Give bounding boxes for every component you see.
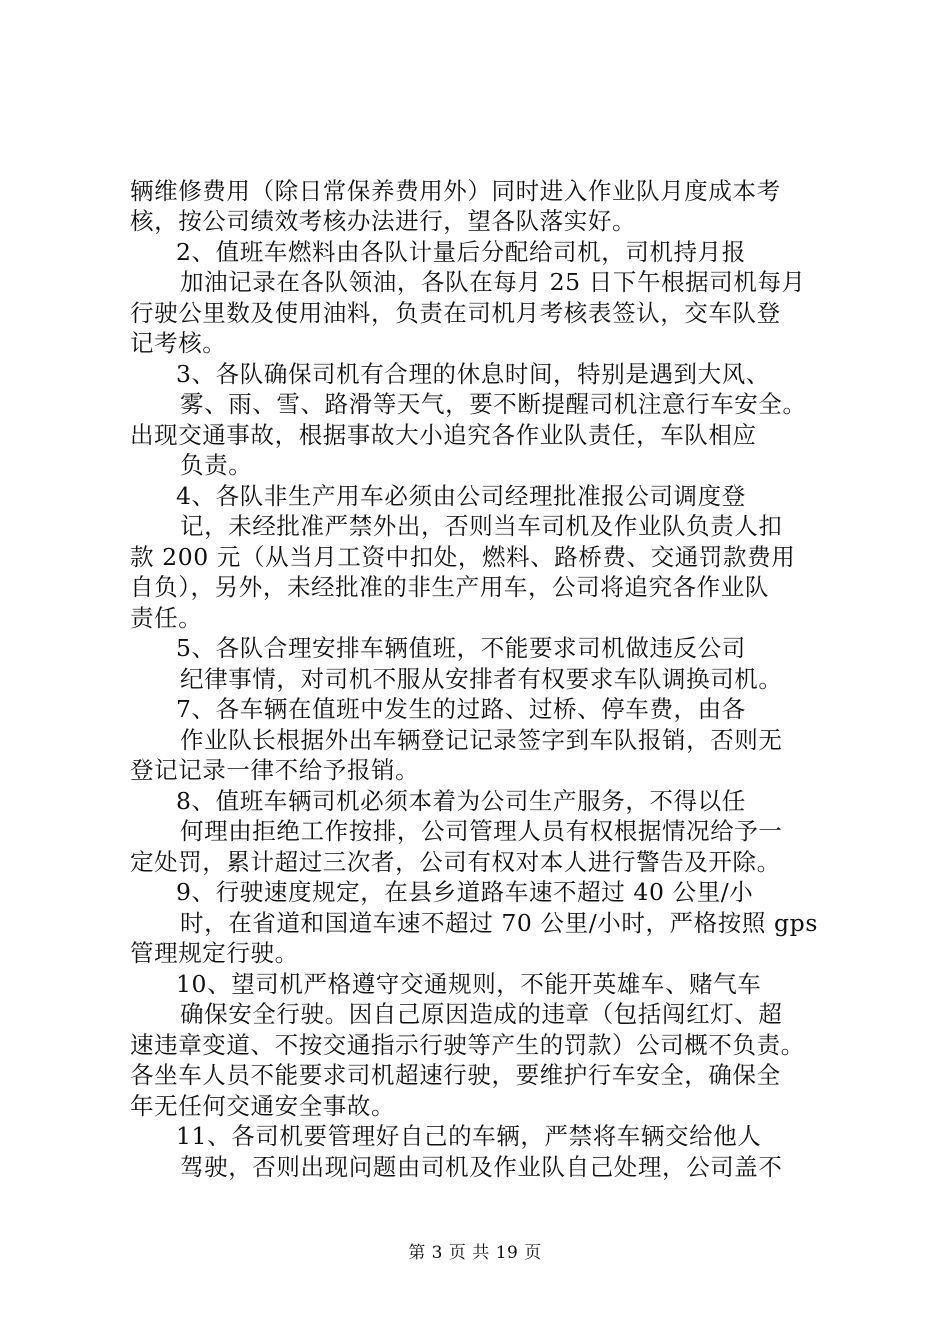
text-line: 7、各车辆在值班中发生的过路、过桥、停车费，由各 <box>176 695 746 723</box>
text-line: 出现交通事故，根据事故大小追究各作业队责任，车队相应 <box>130 421 757 449</box>
text-line: 11、各司机要管理好自己的车辆，严禁将车辆交给他人 <box>176 1122 762 1150</box>
page-number-footer: 第 3 页 共 19 页 <box>408 1243 542 1263</box>
text-line: 3、各队确保司机有合理的休息时间，特别是遇到大风、 <box>176 360 770 388</box>
text-line: 行驶公里数及使用油料，负责在司机月考核表签认，交车队登 <box>130 299 781 327</box>
text-line: 纪律事情，对司机不服从安排者有权要求车队调换司机。 <box>180 665 783 693</box>
text-line: 速违章变道、不按交通指示行驶等产生的罚款）公司概不负责。 <box>130 1031 805 1059</box>
text-line: 自负），另外，未经批准的非生产用车，公司将追究各作业队 <box>130 573 769 601</box>
text-line: 年无任何交通安全事故。 <box>130 1092 396 1120</box>
text-line: 驾驶，否则出现问题由司机及作业队自己处理，公司盖不 <box>180 1153 783 1181</box>
text-line: 何理由拒绝工作按排，公司管理人员有权根据情况给予一 <box>180 817 783 845</box>
text-line: 2、值班车燃料由各队计量后分配给司机，司机持月报 <box>176 238 746 266</box>
text-line: 定处罚，累计超过三次者，公司有权对本人进行警告及开除。 <box>130 848 781 876</box>
text-line: 8、值班车辆司机必须本着为公司生产服务，不得以任 <box>176 787 746 815</box>
text-line: 9、行驶速度规定，在县乡道路车速不超过 40 公里/小 <box>176 878 754 906</box>
text-line: 记考核。 <box>130 329 227 357</box>
text-line: 辆维修费用（除日常保养费用外）同时进入作业队月度成本考 <box>130 177 781 205</box>
text-line: 责任。 <box>130 604 203 632</box>
text-line: 款 200 元（从当月工资中扣处，燃料、路桥费、交通罚款费用 <box>130 543 796 571</box>
text-line: 负责。 <box>180 451 253 479</box>
text-line: 管理规定行驶。 <box>130 939 299 967</box>
text-line: 记，未经批准严禁外出，否则当车司机及作业队负责人扣 <box>180 512 783 540</box>
text-line: 4、各队非生产用车必须由公司经理批准报公司调度登 <box>176 482 746 510</box>
text-line: 确保安全行驶。因自己原因造成的违章（包括闯红灯、超 <box>180 1000 783 1028</box>
text-line: 各坐车人员不能要求司机超速行驶，要维护行车安全，确保全 <box>130 1061 781 1089</box>
text-line: 5、各队合理安排车辆值班，不能要求司机做违反公司 <box>176 634 746 662</box>
text-line: 作业队长根据外出车辆登记记录签字到车队报销，否则无 <box>180 726 783 754</box>
text-line: 时，在省道和国道车速不超过 70 公里/小时，严格按照 gps <box>180 909 818 937</box>
text-line: 10、望司机严格遵守交通规则，不能开英雄车、赌气车 <box>176 970 762 998</box>
text-line: 登记记录一律不给予报销。 <box>130 756 420 784</box>
text-line: 加油记录在各队领油，各队在每月 25 日下午根据司机每月 <box>180 268 806 296</box>
text-line: 雾、雨、雪、路滑等天气，要不断提醒司机注意行车安全。 <box>180 390 807 418</box>
text-line: 核，按公司绩效考核办法进行，望各队落实好。 <box>130 207 637 235</box>
